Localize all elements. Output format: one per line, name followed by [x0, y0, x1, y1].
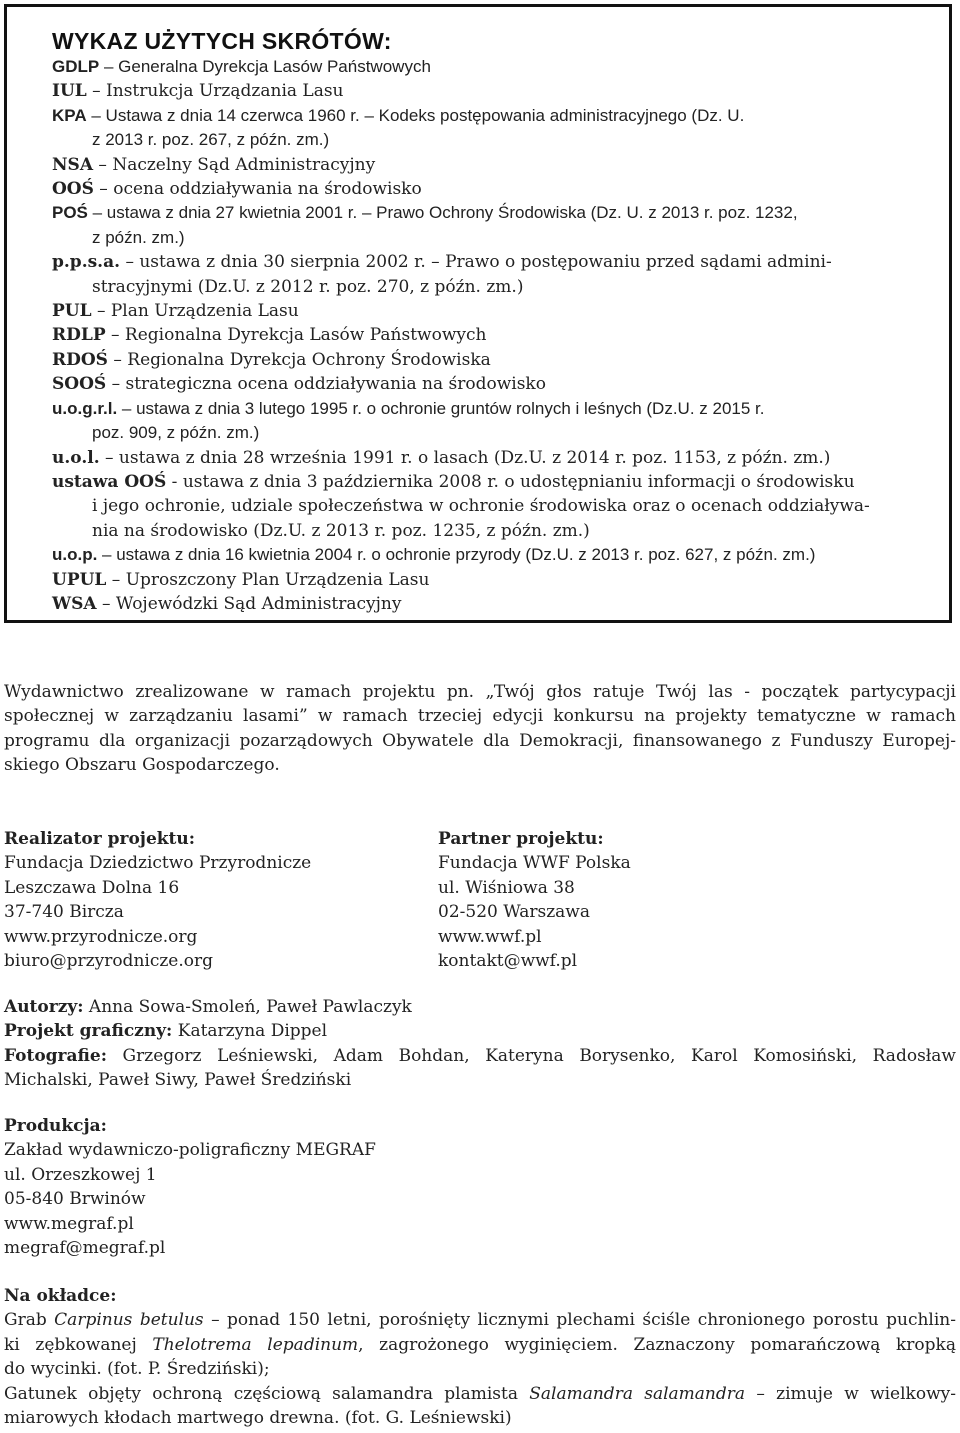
- cover-line: miarowych kłodach martwego drewna. (fot. G. Leśniewski): [4, 1408, 512, 1429]
- cover-block: [4, 1284, 956, 1430]
- authors-value: Anna Sowa-Smoleń, Paweł Pawlaczyk: [83, 997, 412, 1017]
- abbreviation-entry: [52, 372, 902, 396]
- abbreviation-entry: [52, 177, 902, 201]
- abbreviation-line: [52, 592, 902, 616]
- realizator-website: www.przyrodnicze.org: [4, 926, 198, 947]
- abbreviation-key: u.o.g.r.l.: [52, 398, 118, 418]
- partner-street: ul. Wiśniowa 38: [438, 877, 575, 898]
- project-line: programu dla organizacji pozarządowych Obywatele dla Demokracji, finansowanego z Funduszy Europej-: [4, 730, 956, 751]
- abbreviation-definition: – Uproszczony Plan Urządzenia Lasu: [106, 569, 430, 590]
- graphic-line: [4, 1019, 956, 1043]
- abbreviation-key: GDLP: [52, 57, 100, 76]
- abbreviation-key: u.o.l.: [52, 447, 100, 468]
- abbreviation-entry: [52, 201, 902, 250]
- abbreviation-line: [52, 348, 902, 372]
- abbreviation-entry: [52, 250, 902, 299]
- credits-block: [4, 995, 956, 1093]
- graphic-value: Katarzyna Dippel: [172, 1021, 328, 1042]
- abbreviation-line: [52, 250, 902, 274]
- abbreviation-key: ustawa OOŚ: [52, 471, 167, 492]
- abbreviation-line: [52, 470, 902, 494]
- abbreviation-definition: poz. 909, z późn. zm.): [92, 423, 260, 443]
- photos-value: Grzegorz Leśniewski, Adam Bohdan, Kateryna Borysenko, Karol Komosiński, Radosław: [106, 1045, 956, 1066]
- abbreviation-entry: [52, 397, 902, 446]
- abbreviation-definition: – Regionalna Dyrekcja Ochrony Środowiska: [107, 349, 491, 370]
- abbreviation-definition: stracyjnymi (Dz.U. z 2012 r. poz. 270, z późn. zm.): [92, 276, 524, 297]
- abbreviation-key: POŚ: [52, 203, 88, 223]
- abbreviation-entry: [52, 568, 902, 592]
- realizator-street: Leszczawa Dolna 16: [4, 877, 180, 898]
- photos-line: [4, 1044, 956, 1068]
- production-website: www.megraf.pl: [4, 1213, 134, 1234]
- abbreviation-line: [52, 397, 902, 421]
- authors-line: [4, 995, 956, 1019]
- abbreviation-continuation: [52, 519, 902, 543]
- abbreviation-definition: - ustawa z dnia 3 października 2008 r. o udostępnianiu informacji o środowisku: [166, 471, 855, 492]
- abbreviation-line: [52, 79, 902, 103]
- abbreviation-key: OOŚ: [52, 179, 94, 200]
- cover-text: , zagrożonego wyginięciem. Zaznaczony pomarańczową kropką: [358, 1334, 956, 1355]
- abbreviation-key: KPA: [52, 105, 87, 125]
- abbreviation-definition: – Regionalna Dyrekcja Lasów Państwowych: [105, 325, 487, 346]
- authors-label: Autorzy:: [4, 997, 84, 1017]
- abbreviation-key: NSA: [52, 154, 94, 175]
- abbreviation-line: [52, 55, 902, 79]
- realizator-label: Realizator projektu:: [4, 829, 196, 849]
- abbreviation-continuation: [52, 494, 902, 518]
- cover-species-name: Salamandra salamandra: [529, 1383, 746, 1404]
- abbreviation-line: [52, 446, 902, 470]
- realizator-name: Fundacja Dziedzictwo Przyrodnicze: [4, 853, 312, 874]
- abbreviation-continuation: [52, 128, 902, 152]
- abbreviation-entry: [52, 543, 902, 567]
- abbreviation-definition: – Naczelny Sąd Administracyjny: [93, 154, 376, 175]
- abbreviation-entry: [52, 446, 902, 470]
- abbreviation-entry: [52, 79, 902, 103]
- abbreviation-key: p.p.s.a.: [52, 252, 121, 273]
- cover-label: Na okładce:: [4, 1286, 117, 1306]
- abbreviation-entry: [52, 323, 902, 347]
- photos-label: Fotografie:: [4, 1045, 107, 1066]
- production-street: ul. Orzeszkowej 1: [4, 1164, 157, 1185]
- graphic-label: Projekt graficzny:: [4, 1021, 173, 1042]
- cover-line: [4, 1308, 956, 1332]
- abbreviation-entry: [52, 299, 902, 323]
- photos-line-2: Michalski, Paweł Siwy, Paweł Średziński: [4, 1070, 352, 1091]
- partner-email: kontakt@wwf.pl: [438, 951, 578, 972]
- abbreviation-key: RDLP: [52, 325, 106, 346]
- abbreviation-entry: [52, 153, 902, 177]
- abbreviation-entry: [52, 470, 902, 543]
- cover-line: do wycinki. (fot. P. Średziński);: [4, 1359, 270, 1380]
- abbreviations-list: [52, 55, 902, 616]
- production-email: megraf@megraf.pl: [4, 1238, 166, 1259]
- abbreviation-line: [52, 104, 902, 128]
- abbreviation-line: [52, 543, 902, 567]
- abbreviation-definition: – Plan Urządzenia Lasu: [91, 301, 299, 322]
- abbreviation-definition: – ustawa z dnia 28 września 1991 r. o lasach (Dz.U. z 2014 r. poz. 1153, z późn. zm.): [99, 447, 831, 468]
- abbreviation-continuation: [52, 275, 902, 299]
- partner-block: [438, 827, 631, 973]
- cover-text: – ponad 150 letni, porośnięty licznymi plechami ściśle chronionego porostu puchlin-: [203, 1310, 956, 1331]
- abbreviation-line: [52, 299, 902, 323]
- abbreviation-line: [52, 201, 902, 225]
- abbreviation-definition: – ustawa z dnia 27 kwietnia 2001 r. – Prawo Ochrony Środowiska (Dz. U. z 2013 r. poz. 1232,: [87, 203, 798, 223]
- production-name: Zakład wydawniczo-poligraficzny MEGRAF: [4, 1140, 376, 1161]
- abbreviation-definition: nia na środowisko (Dz.U. z 2013 r. poz. 1235, z późn. zm.): [92, 520, 590, 541]
- cover-text: – zimuje w wielkowy-: [745, 1383, 956, 1404]
- abbreviation-entry: [52, 348, 902, 372]
- abbreviation-entry: [52, 104, 902, 153]
- abbreviation-definition: – ocena oddziaływania na środowisko: [93, 179, 422, 200]
- project-info: [4, 680, 956, 778]
- partner-city: 02-520 Warszawa: [438, 902, 590, 923]
- production-block: [4, 1114, 956, 1260]
- abbreviation-definition: – ustawa z dnia 3 lutego 1995 r. o ochronie gruntów rolnych i leśnych (Dz.U. z 2015 r.: [117, 398, 765, 418]
- realizator-email: biuro@przyrodnicze.org: [4, 951, 214, 972]
- cover-species-name: Thelotrema lepadinum: [152, 1334, 359, 1355]
- partner-label: Partner projektu:: [438, 829, 604, 849]
- partner-name: Fundacja WWF Polska: [438, 853, 631, 874]
- cover-species-name: Carpinus betulus: [54, 1310, 204, 1331]
- realizator-city: 37-740 Bircza: [4, 902, 124, 923]
- abbreviation-key: IUL: [52, 81, 87, 102]
- abbreviation-definition: – Ustawa z dnia 14 czerwca 1960 r. – Kodeks postępowania administracyjnego (Dz. U.: [86, 105, 745, 125]
- cover-text: Gatunek objęty ochroną częściową salamandra plamista: [4, 1383, 530, 1404]
- cover-text: ki zębkowanej: [4, 1334, 153, 1355]
- abbreviation-definition: i jego ochronie, udziale społeczeństwa w ochronie środowiska oraz o ocenach oddziaływa-: [92, 496, 870, 517]
- project-line: Wydawnictwo zrealizowane w ramach projektu pn. „Twój głos ratuje Twój las - początek partycypacji: [4, 682, 956, 702]
- project-line: społecznej w zarządzaniu lasami” w ramach trzeciej edycji konkursu na projekty tematyczne w ramach: [4, 706, 956, 727]
- abbreviation-key: PUL: [52, 301, 92, 322]
- abbreviation-definition: – Wojewódzki Sąd Administracyjny: [96, 593, 402, 614]
- partner-website: www.wwf.pl: [438, 926, 542, 947]
- abbreviation-key: u.o.p.: [52, 545, 98, 565]
- abbreviation-line: [52, 177, 902, 201]
- cover-line: [4, 1382, 956, 1406]
- project-line: skiego Obszaru Gospodarczego.: [4, 755, 280, 776]
- abbreviation-definition: – ustawa z dnia 16 kwietnia 2004 r. o ochronie przyrody (Dz.U. z 2013 r. poz. 627, z późn. zm.): [97, 545, 816, 565]
- abbreviations-title: WYKAZ UŻYTYCH SKRÓTÓW:: [52, 28, 392, 54]
- abbreviation-continuation: [52, 226, 902, 250]
- realizator-block: [4, 827, 311, 973]
- abbreviation-definition: – strategiczna ocena oddziaływania na środowisko: [106, 374, 546, 395]
- abbreviation-key: WSA: [52, 593, 97, 614]
- abbreviation-continuation: [52, 421, 902, 445]
- cover-text: Grab: [4, 1310, 55, 1331]
- abbreviation-line: [52, 372, 902, 396]
- abbreviation-definition: z późn. zm.): [92, 227, 185, 247]
- abbreviation-line: [52, 568, 902, 592]
- abbreviation-key: SOOŚ: [52, 374, 107, 395]
- production-label: Produkcja:: [4, 1116, 107, 1136]
- abbreviation-line: [52, 323, 902, 347]
- abbreviation-definition: – ustawa z dnia 30 sierpnia 2002 r. – Prawo o postępowaniu przed sądami admini-: [120, 252, 832, 273]
- abbreviation-definition: – Generalna Dyrekcja Lasów Państwowych: [99, 57, 431, 76]
- cover-line: [4, 1333, 956, 1357]
- abbreviation-definition: z 2013 r. poz. 267, z późn. zm.): [92, 130, 330, 150]
- abbreviation-definition: – Instrukcja Urządzania Lasu: [86, 81, 344, 102]
- abbreviation-line: [52, 153, 902, 177]
- abbreviation-key: RDOŚ: [52, 349, 108, 370]
- abbreviation-entry: [52, 592, 902, 616]
- abbreviation-key: UPUL: [52, 569, 107, 590]
- abbreviation-entry: [52, 55, 902, 79]
- production-city: 05-840 Brwinów: [4, 1189, 146, 1210]
